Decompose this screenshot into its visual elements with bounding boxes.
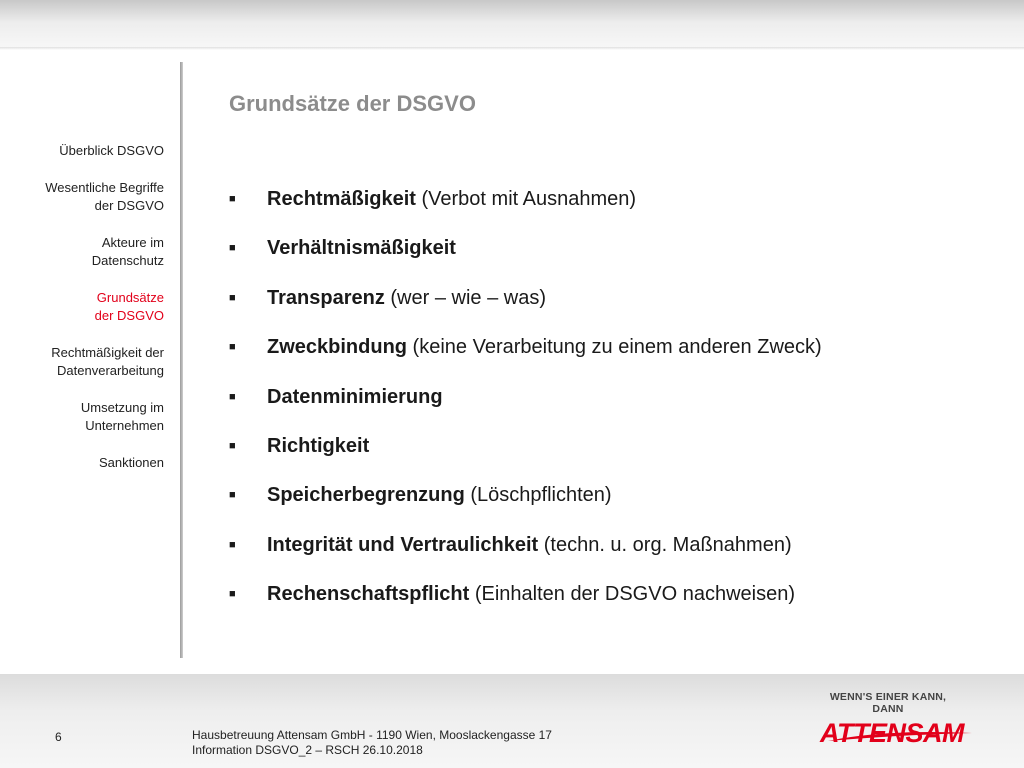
list-item xyxy=(229,382,989,431)
list-item xyxy=(229,530,989,579)
principle-term: Integrität und Vertraulichkeit xyxy=(267,533,539,556)
bullet-square-icon: ■ xyxy=(229,341,236,354)
logo-tagline: WENN'S EINER KANN, DANN xyxy=(829,691,947,715)
nav-item-label: Akteure im xyxy=(101,235,164,250)
principle-term: Rechtmäßigkeit xyxy=(267,188,416,210)
list-item xyxy=(229,579,989,628)
footer-document-line: Information DSGVO_2 – RSCH 26.10.2018 xyxy=(192,743,423,757)
nav-item-label: Unternehmen xyxy=(85,418,164,433)
principle-note: (techn. u. org. Maßnahmen) xyxy=(538,533,792,556)
principles-list xyxy=(229,184,989,629)
principle-term: Verhältnismäßigkeit xyxy=(267,237,456,260)
logo-swoosh-icon xyxy=(826,727,976,745)
page-number: 6 xyxy=(55,730,62,744)
nav-item-label: Rechtmäßigkeit der xyxy=(51,345,164,360)
nav-item-label: Datenschutz xyxy=(91,253,164,268)
nav-item-akteure[interactable] xyxy=(0,234,164,270)
bullet-square-icon: ■ xyxy=(229,390,236,403)
nav-item-label: Grundsätze xyxy=(96,290,164,305)
section-navigation xyxy=(0,142,164,491)
principle-term: Speicherbegrenzung xyxy=(267,484,465,507)
bullet-square-icon: ■ xyxy=(229,291,236,304)
list-item xyxy=(229,480,989,529)
bullet-square-icon: ■ xyxy=(229,588,236,601)
list-item xyxy=(229,233,989,282)
principle-term: Rechenschaftspflicht xyxy=(267,583,470,606)
nav-item-rechtmaessigkeit[interactable] xyxy=(0,344,164,380)
nav-item-ueberblick[interactable] xyxy=(0,142,164,160)
principle-note: (keine Verarbeitung zu einem anderen Zweck) xyxy=(407,336,822,359)
principle-note: (wer – wie – was) xyxy=(384,286,546,309)
nav-item-sanktionen[interactable] xyxy=(0,454,164,472)
bullet-square-icon: ■ xyxy=(229,193,236,205)
nav-item-label: Überblick DSGVO xyxy=(59,143,164,158)
nav-item-label: Datenverarbeitung xyxy=(57,363,164,378)
nav-item-umsetzung[interactable] xyxy=(0,399,164,435)
nav-item-label: Wesentliche Begriffe xyxy=(45,180,164,195)
sidebar-divider xyxy=(180,62,183,658)
principle-note: (Verbot mit Ausnahmen) xyxy=(415,188,637,210)
principle-term: Transparenz xyxy=(267,286,385,309)
list-item xyxy=(229,332,989,381)
nav-item-begriffe[interactable] xyxy=(0,179,164,215)
list-item xyxy=(229,431,989,480)
list-item xyxy=(229,184,989,233)
bullet-square-icon: ■ xyxy=(229,439,236,452)
footer-text xyxy=(192,728,552,758)
footer-company-line: Hausbetreuung Attensam GmbH - 1190 Wien, Mooslackengasse 17 xyxy=(192,728,552,742)
bullet-square-icon: ■ xyxy=(229,489,236,502)
bullet-square-icon: ■ xyxy=(229,538,236,551)
logo-wordmark: ATTENSAM xyxy=(820,718,964,748)
principle-note: (Einhalten der DSGVO nachweisen) xyxy=(469,583,795,606)
principle-note: (Löschpflichten) xyxy=(464,484,612,507)
nav-item-label: der DSGVO xyxy=(94,198,164,213)
nav-item-label: Umsetzung im xyxy=(80,400,164,415)
nav-item-grundsaetze[interactable] xyxy=(0,289,164,325)
principle-term: Richtigkeit xyxy=(267,434,370,457)
slide-title: Grundsätze der DSGVO xyxy=(229,91,476,116)
list-item xyxy=(229,283,989,332)
principle-term: Zweckbindung xyxy=(267,336,407,359)
bullet-square-icon: ■ xyxy=(229,242,236,255)
nav-item-label: Sanktionen xyxy=(98,455,164,470)
header-band xyxy=(0,0,1024,50)
nav-item-label: der DSGVO xyxy=(94,308,164,323)
principle-term: Datenminimierung xyxy=(267,385,443,408)
attensam-logo xyxy=(820,691,980,751)
